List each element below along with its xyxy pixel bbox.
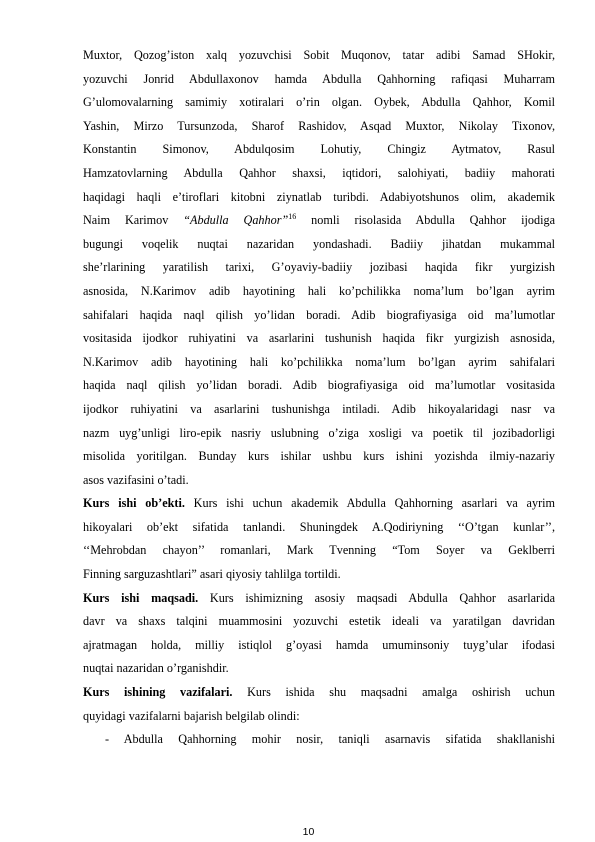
text-fragment: Kurs ishida shu maqsadni amalga oshirish uchun xyxy=(232,685,555,700)
text-fragment: Naim Karimov xyxy=(83,213,184,228)
text-line: haqidagi haqli e’tiroflari kitobni ziynatlab turibdi. Adabiyotshunos olim, akademik xyxy=(83,189,555,204)
goal-section xyxy=(83,587,555,681)
text-line: quyidagi vazifalarni bajarish belgilab olindi: xyxy=(83,708,300,723)
text-line: G’ulomovalarning samimiy xotiralari o’rin olgan. Oybek, Abdulla Qahhor, Komil xyxy=(83,95,555,110)
intro-paragraph xyxy=(83,44,555,492)
text-line: misolida yoritilgan. Bunday kurs ishilar ushbu kurs ishini yozishda ilmiy-nazariy xyxy=(83,449,555,464)
section-heading: Kurs ishi ob’ekti. xyxy=(83,496,185,511)
text-line: Konstantin Simonov, Abdulqosim Lohutiy, Chingiz Aytmatov, Rasul xyxy=(83,142,555,157)
object-section xyxy=(83,492,555,586)
text-line-with-citation xyxy=(83,209,555,233)
text-fragment: nomli risolasida Abdulla Qahhor ijodiga xyxy=(296,213,555,228)
text-line: bugungi voqelik nuqtai nazaridan yondashadi. Badiiy jihatdan mukammal xyxy=(83,236,555,251)
text-line xyxy=(83,587,555,611)
text-line: yozuvchi Jonrid Abdullaxonov hamda Abdulla Qahhorning rafiqasi Muharram xyxy=(83,71,555,86)
page-number: 10 xyxy=(302,826,315,838)
text-line: ajratmagan holda, milliy istiqlol g’oyasi hamda umuminsoniy tuyg’ular ifodasi xyxy=(83,637,555,652)
document-body xyxy=(83,44,555,752)
list-item: - Abdulla Qahhorning mohir nosir, taniqli asarnavis sifatida shakllanishi xyxy=(105,732,555,747)
text-line: Muxtor, Qozog’iston xalq yozuvchisi Sobit Muqonov, tatar adibi Samad SHokir, xyxy=(83,48,555,62)
text-line: hikoyalari ob’ekt sifatida tanlandi. Shuningdek A.Qodiriyning ‘‘O’tgan kunlar’’, xyxy=(83,519,555,534)
footnote-marker: 16 xyxy=(288,212,297,222)
text-line: nazm uyg’unligi liro-epik nasriy uslubning o’ziga xosligi va poetik til jozibadorligi xyxy=(83,425,555,440)
section-heading: Kurs ishining vazifalari. xyxy=(83,685,233,700)
text-line: Yashin, Mirzo Tursunzoda, Sharof Rashidov, Asqad Muxtor, Nikolay Tixonov, xyxy=(83,118,555,133)
text-line: nuqtai nazaridan o’rganishdir. xyxy=(83,661,229,676)
text-line: sahifalari haqida naql qilish yo’lidan boradi. Adib biografiyasiga oid ma’lumotlar xyxy=(83,307,555,322)
tasks-section xyxy=(83,681,555,752)
text-fragment: Kurs ishimizning asosiy maqsadi Abdulla Qahhor asarlarida xyxy=(198,590,555,605)
book-title: “Abdulla Qahhor” xyxy=(183,213,289,228)
text-line: ijodkor ruhiyatini va asarlarini tushunishga intiladi. Adib hikoyalaridagi nasr va xyxy=(83,401,555,416)
text-line: ‘‘Mehrobdan chayon’’ romanlari, Mark Tvenning “Tom Soyer va Geklberri xyxy=(83,543,555,558)
text-line xyxy=(83,492,555,516)
text-fragment: Kurs ishi uchun akademik Abdulla Qahhorning asarlari va ayrim xyxy=(184,496,555,511)
text-line: N.Karimov adib hayotining hali ko’pchilikka noma’lum bo’lgan ayrim sahifalari xyxy=(83,354,555,369)
text-line: asos vazifasini o’tadi. xyxy=(83,472,189,487)
text-line: davr va shaxs talqini muammosini yozuvchi estetik ideali va yaratilgan davridan xyxy=(83,614,555,629)
text-line: Finning sarguzashtlari” asari qiyosiy tahlilga tortildi. xyxy=(83,567,341,582)
text-line: asnosida, N.Karimov adib hayotining hali ko’pchilikka noma’lum bo’lgan ayrim xyxy=(83,283,555,298)
text-line: haqida naql qilish yo’lidan boradi. Adib biografiyasiga oid ma’lumotlar vositasida xyxy=(83,378,555,393)
section-heading: Kurs ishi maqsadi. xyxy=(83,590,199,605)
text-line xyxy=(83,681,555,705)
text-line: vositasida ijodkor ruhiyatini va asarlarini tushunish haqida fikr yurgizish asnosida, xyxy=(83,331,555,346)
text-line: Hamzatovlarning Abdulla Qahhor shaxsi, iqtidori, salohiyati, badiiy mahorati xyxy=(83,165,555,180)
text-line: she’rlarining yaratilish tarixi, G’oyaviy-badiiy jozibasi haqida fikr yurgizish xyxy=(83,260,555,275)
